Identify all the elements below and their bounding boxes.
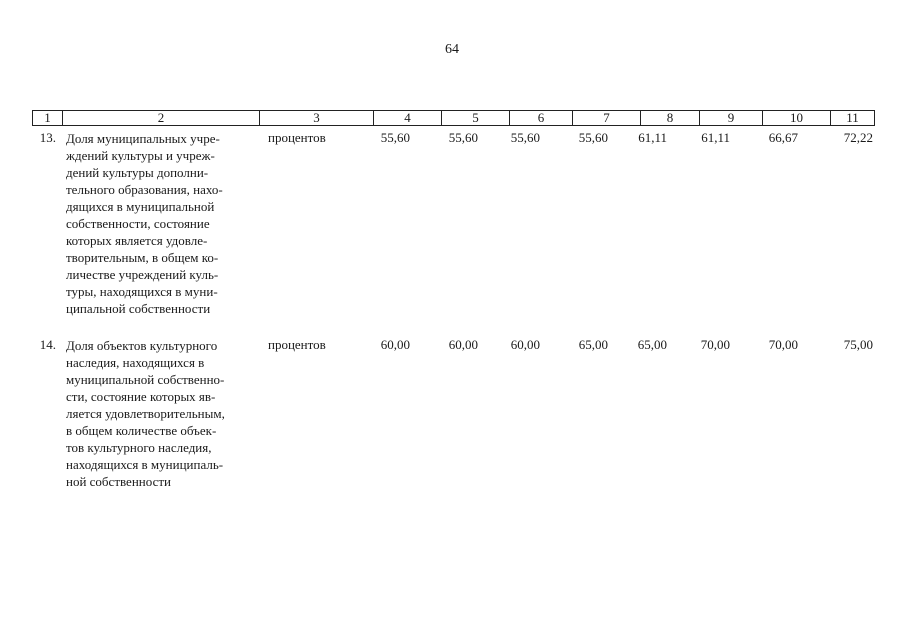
value-cell: 75,00 bbox=[843, 337, 873, 352]
value-cell: 61,11 bbox=[701, 130, 730, 145]
value-cell: 55,60 bbox=[578, 130, 608, 145]
value-cell: 66,67 bbox=[768, 130, 798, 145]
value-cell: 55,60 bbox=[380, 130, 410, 145]
indicator-name: Доля объектов культурного наследия, находящихся в муниципальной собственно- сти, состояние которых яв- ляется удовлетворительным, в общем количестве объек- тов культурного наследия, находящихся в муниципаль- ной собственности bbox=[66, 338, 225, 489]
column-header: 9 bbox=[700, 111, 763, 125]
row-number: 13. bbox=[39, 130, 56, 145]
value-cell: 70,00 bbox=[700, 337, 730, 352]
value-cell: 65,00 bbox=[578, 337, 608, 352]
column-header: 1 bbox=[33, 111, 63, 125]
value-cell: 55,60 bbox=[510, 130, 540, 145]
value-cell: 72,22 bbox=[843, 130, 873, 145]
value-cell: 60,00 bbox=[510, 337, 540, 352]
page-number: 64 bbox=[445, 42, 459, 57]
value-cell: 60,00 bbox=[448, 337, 478, 352]
value-cell: 61,11 bbox=[638, 130, 667, 145]
unit-cell: процентов bbox=[268, 337, 326, 352]
value-cell: 60,00 bbox=[380, 337, 410, 352]
column-header: 8 bbox=[641, 111, 700, 125]
column-header: 10 bbox=[763, 111, 831, 125]
indicator-name: Доля муниципальных учре- ждений культуры и учреж- дений культуры дополни- тельного образования, нахо- дящихся в муниципальной собственности, состояние которых является удовле- творительным, в общем ко- личестве учреждений куль- туры, находящихся в муни- ципальной собственности bbox=[66, 131, 223, 316]
column-header: 5 bbox=[442, 111, 510, 125]
column-header: 7 bbox=[573, 111, 641, 125]
column-header: 3 bbox=[260, 111, 374, 125]
value-cell: 55,60 bbox=[448, 130, 478, 145]
column-header: 6 bbox=[510, 111, 573, 125]
value-cell: 70,00 bbox=[768, 337, 798, 352]
row-number: 14. bbox=[39, 337, 56, 352]
unit-cell: процентов bbox=[268, 130, 326, 145]
value-cell: 65,00 bbox=[637, 337, 667, 352]
column-header: 11 bbox=[846, 110, 859, 125]
table-header-row bbox=[32, 110, 875, 126]
column-header: 4 bbox=[374, 111, 442, 125]
column-header: 2 bbox=[63, 111, 260, 125]
